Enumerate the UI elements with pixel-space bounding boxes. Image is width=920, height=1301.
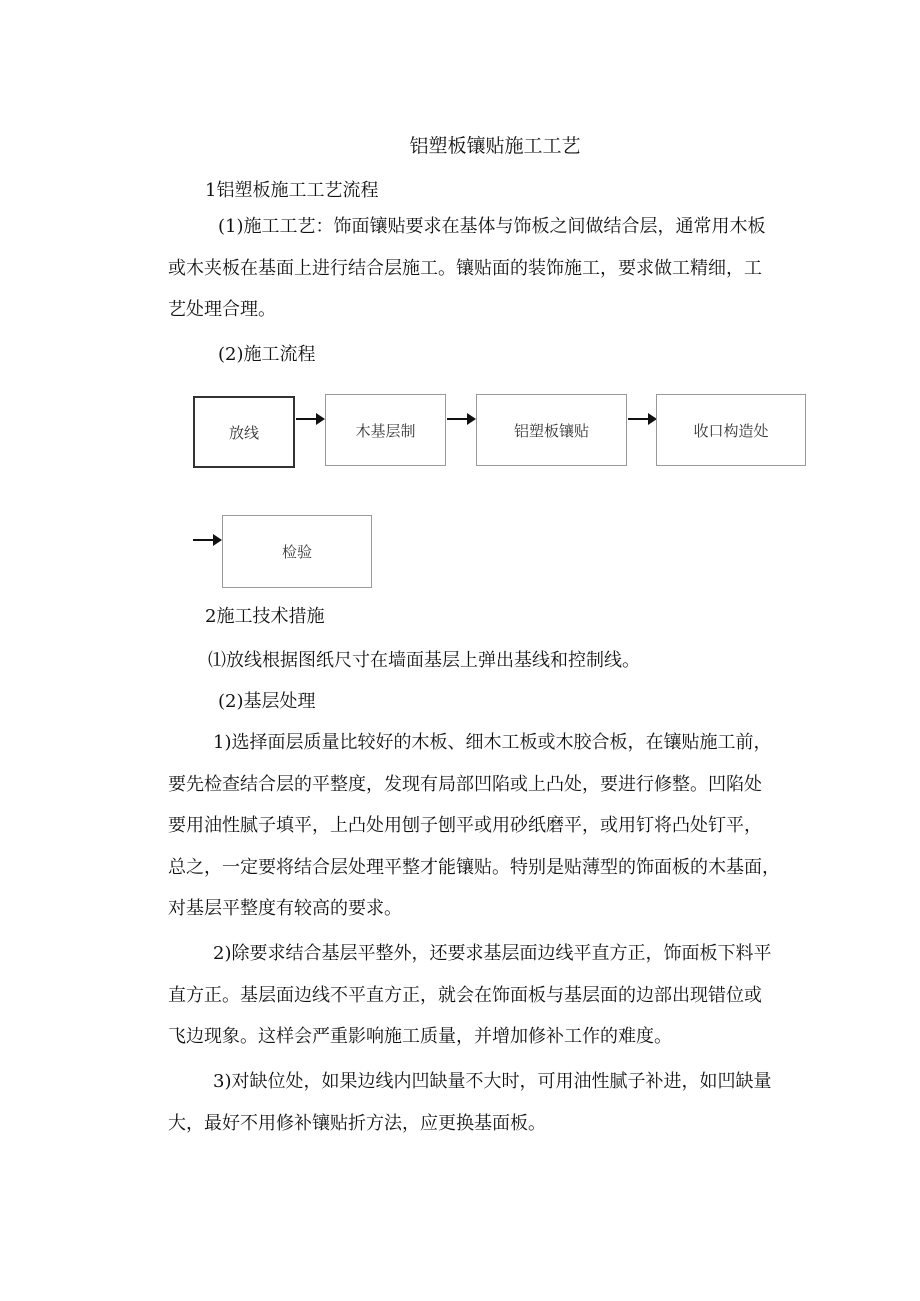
- section-2-heading: 2施工技术措施: [205, 606, 325, 627]
- flow-step-panel-mounting: 铝塑板镶贴: [476, 394, 627, 466]
- text-line: 总之，一定要将结合层处理平整才能镶贴。特别是贴薄型的饰面板的木基面，: [168, 857, 780, 878]
- section-2-item-1: ⑴放线根据图纸尺寸在墙面基层上弹出基线和控制线。: [208, 650, 640, 671]
- text-line: 要先检查结合层的平整度，发现有局部凹陷或上凸处，要进行修整。凹陷处: [168, 774, 762, 795]
- flow-step-inspection: 检验: [222, 515, 372, 588]
- section-2-item-2-heading: (2)基层处理: [218, 691, 316, 712]
- text-line: 直方正。基层面边线不平直方正，就会在饰面板与基层面的边部出现错位或: [168, 985, 762, 1006]
- text-line: 要用油性腻子填平，上凸处用刨子刨平或用砂纸磨平，或用钉将凸处钉平，: [168, 815, 762, 836]
- flow-arrow: [447, 418, 474, 420]
- text-line: (1)施工工艺：饰面镶贴要求在基体与饰板之间做结合层，通常用木板: [218, 216, 766, 237]
- flow-step-edge-finishing: 收口构造处: [656, 394, 806, 466]
- text-line: 大，最好不用修补镶贴折方法，应更换基面板。: [168, 1113, 546, 1134]
- flow-arrow: [628, 418, 655, 420]
- flow-step-wood-base: 木基层制: [325, 394, 446, 466]
- text-line: 或木夹板在基面上进行结合层施工。镶贴面的装饰施工，要求做工精细，工: [168, 258, 762, 279]
- text-line: 1)选择面层质量比较好的木板、细木工板或木胶合板，在镶贴施工前，: [213, 732, 772, 753]
- text-line: 飞边现象。这样会严重影响施工质量，并增加修补工作的难度。: [168, 1026, 672, 1047]
- document-title: 铝塑板镶贴施工工艺: [409, 135, 581, 157]
- text-line: 对基层平整度有较高的要求。: [168, 898, 402, 919]
- flow-arrow: [193, 539, 220, 541]
- flow-step-layout: 放线: [193, 396, 295, 468]
- section-1-heading: 1铝塑板施工工艺流程: [205, 180, 379, 201]
- text-line: 艺处理合理。: [168, 299, 276, 320]
- flow-arrow: [296, 418, 323, 420]
- text-line: 2)除要求结合基层平整外，还要求基层面边线平直方正，饰面板下料平: [213, 943, 772, 964]
- section-1-item-2-heading: (2)施工流程: [218, 344, 316, 365]
- text-line: 3)对缺位处，如果边线内凹缺量不大时，可用油性腻子补进，如凹缺量: [213, 1071, 772, 1092]
